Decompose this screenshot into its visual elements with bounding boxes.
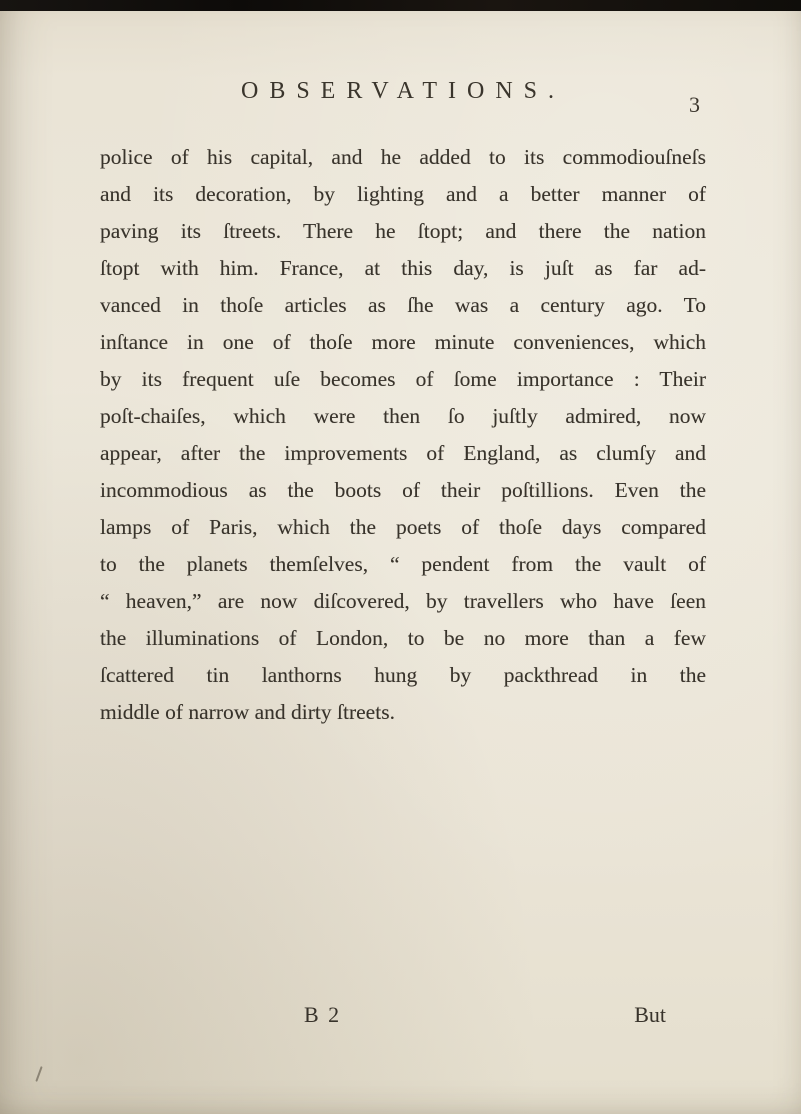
- scan-stray-mark: [35, 1066, 42, 1082]
- page-footer: [100, 1002, 706, 1038]
- text-line: appear, after the improvements of England, as clumſy and: [100, 441, 706, 465]
- text-line: the illuminations of London, to be no more than a few: [100, 626, 706, 650]
- signature-mark: B 2: [304, 1002, 342, 1027]
- text-line: middle of narrow and dirty ſtreets.: [100, 700, 395, 724]
- catchword: But: [634, 1002, 666, 1027]
- text-line: paving its ſtreets. There he ſtopt; and there the nation: [100, 219, 706, 243]
- text-line: ſcattered tin lanthorns hung by packthread in the: [100, 663, 706, 687]
- text-line: and its decoration, by lighting and a better manner of: [100, 182, 706, 206]
- running-head: OBSERVATIONS.: [240, 78, 565, 104]
- text-line: poſt-chaiſes, which were then ſo juſtly admired, now: [100, 404, 706, 428]
- text-line: inſtance in one of thoſe more minute conveniences, which: [100, 330, 706, 354]
- scan-top-edge: [0, 0, 801, 11]
- page-header: [100, 78, 706, 118]
- text-line: lamps of Paris, which the poets of thoſe days compared: [100, 515, 706, 539]
- text-line: vanced in thoſe articles as ſhe was a century ago. To: [100, 293, 706, 317]
- body-text: [100, 139, 706, 731]
- text-line: ſtopt with him. France, at this day, is juſt as far ad-: [100, 256, 706, 280]
- text-line: “ heaven,” are now diſcovered, by travellers who have ſeen: [100, 589, 706, 613]
- text-line: police of his capital, and he added to its commodiouſneſs: [100, 145, 706, 169]
- page-number: 3: [689, 92, 700, 117]
- text-line: to the planets themſelves, “ pendent from the vault of: [100, 552, 706, 576]
- text-line: by its frequent uſe becomes of ſome importance : Their: [100, 367, 706, 391]
- text-line: incommodious as the boots of their poſtillions. Even the: [100, 478, 706, 502]
